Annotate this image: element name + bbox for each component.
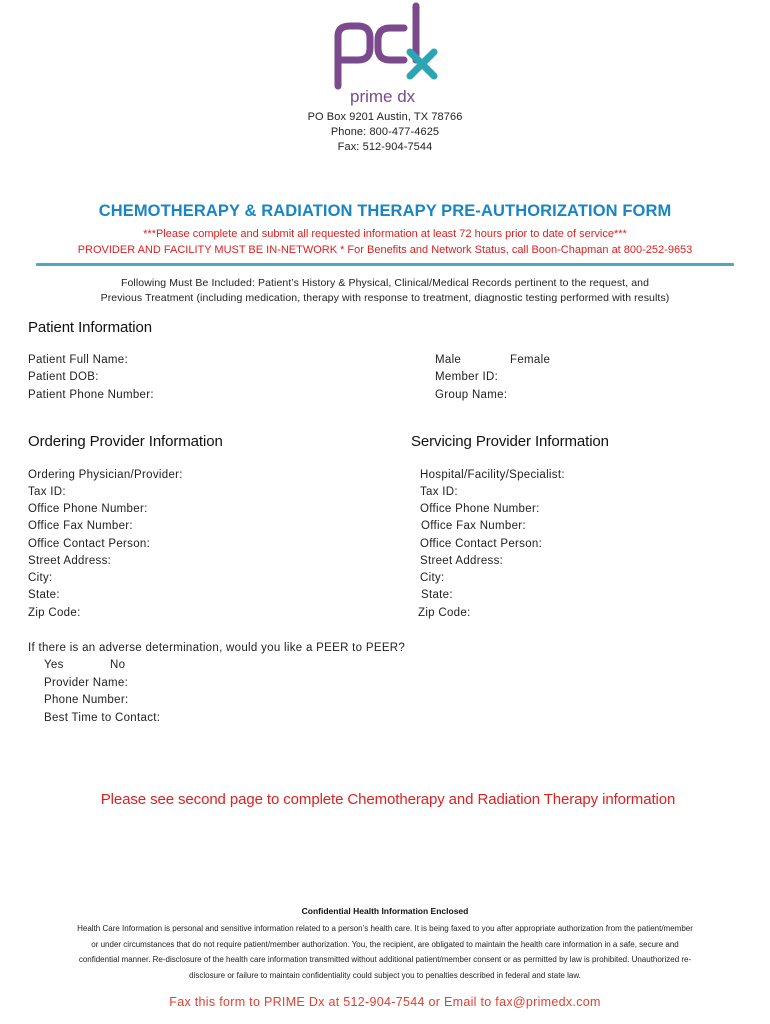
- ordering-zip-label: Zip Code:: [28, 607, 81, 619]
- female-option: Female: [510, 354, 551, 366]
- logo-wordmark: prime dx: [350, 87, 416, 106]
- company-fax: Fax: 512-904-7544: [337, 141, 433, 153]
- ordering-physician-label: Ordering Physician/Provider:: [28, 469, 183, 481]
- ordering-office-phone-label: Office Phone Number:: [28, 503, 148, 515]
- member-id-label: Member ID:: [435, 371, 499, 383]
- requirements-line-1: Following Must Be Included: Patient’s History & Physical, Clinical/Medical Records pertinent to the request, and: [120, 277, 650, 289]
- patient-dob-label: Patient DOB:: [28, 371, 99, 383]
- ordering-state-label: State:: [28, 589, 60, 601]
- confidentiality-line-2: or under circumstances that do not require patient/member authorization. You, the recipient, are obligated to maintain the health care information in a safe, secure and: [91, 939, 679, 949]
- peer-to-peer-question: If there is an adverse determination, would you like a PEER to PEER?: [28, 642, 406, 654]
- ordering-city-label: City:: [28, 572, 53, 584]
- servicing-contact-person-label: Office Contact Person:: [420, 538, 543, 550]
- pdx-logo-mark: [330, 0, 440, 108]
- patient-phone-label: Patient Phone Number:: [28, 389, 154, 401]
- confidentiality-line-4: disclosure or failure to maintain confidentiality could subject you to penalties described in federal and state law.: [189, 970, 581, 980]
- header-divider: [36, 263, 734, 266]
- servicing-zip-label: Zip Code:: [418, 607, 471, 619]
- confidentiality-line-1: Health Care Information is personal and sensitive information related to a person’s health care. It is being faxed to you after appropriate authorization from the patient/member: [77, 924, 693, 933]
- confidential-heading: Confidential Health Information Enclosed: [301, 906, 469, 916]
- servicing-office-fax-label: Office Fax Number:: [421, 520, 526, 532]
- submission-notice: ***Please complete and submit all requested information at least 72 hours prior to date of service***: [143, 228, 627, 240]
- confidentiality-line-3: confidential manner. Re-disclosure of the health care information transmitted without additional patient/member consent or as permitted by law is prohibited. Unauthorized re-: [78, 955, 692, 965]
- group-name-label: Group Name:: [435, 389, 508, 401]
- ordering-street-address-label: Street Address:: [28, 555, 112, 567]
- servicing-facility-label: Hospital/Facility/Specialist:: [420, 469, 565, 481]
- network-notice: PROVIDER AND FACILITY MUST BE IN-NETWORK * For Benefits and Network Status, call Boon-Chapman at 800-252-9653: [77, 244, 693, 256]
- confidentiality-notice: [28, 921, 742, 983]
- company-phone: Phone: 800-477-4625: [330, 126, 440, 138]
- prime-dx-logo: [330, 0, 440, 108]
- patient-info-heading: Patient Information: [28, 319, 153, 336]
- servicing-city-label: City:: [420, 572, 445, 584]
- peer-provider-name-label: Provider Name:: [44, 677, 129, 689]
- servicing-street-address-label: Street Address:: [420, 555, 504, 567]
- peer-phone-number-label: Phone Number:: [44, 694, 129, 706]
- company-address: PO Box 9201 Austin, TX 78766: [307, 111, 463, 123]
- male-option: Male: [435, 354, 462, 366]
- servicing-state-label: State:: [421, 589, 453, 601]
- form-title: CHEMOTHERAPY & RADIATION THERAPY PRE-AUTHORIZATION FORM: [98, 202, 672, 220]
- servicing-office-phone-label: Office Phone Number:: [420, 503, 540, 515]
- peer-yes-option: Yes: [44, 659, 64, 671]
- ordering-tax-id-label: Tax ID:: [28, 486, 66, 498]
- requirements-line-2: Previous Treatment (including medication, therapy with response to treatment, diagnostic testing performed with results): [100, 292, 670, 304]
- servicing-provider-heading: Servicing Provider Information: [411, 433, 609, 450]
- ordering-provider-heading: Ordering Provider Information: [28, 433, 223, 450]
- second-page-note: Please see second page to complete Chemotherapy and Radiation Therapy information: [100, 791, 676, 808]
- fax-email-instruction: Fax this form to PRIME Dx at 512-904-7544 or Email to fax@primedx.com: [169, 995, 601, 1009]
- peer-no-option: No: [110, 659, 126, 671]
- peer-best-time-label: Best Time to Contact:: [44, 712, 161, 724]
- ordering-contact-person-label: Office Contact Person:: [28, 538, 151, 550]
- patient-full-name-label: Patient Full Name:: [28, 354, 128, 366]
- ordering-office-fax-label: Office Fax Number:: [28, 520, 133, 532]
- servicing-tax-id-label: Tax ID:: [420, 486, 458, 498]
